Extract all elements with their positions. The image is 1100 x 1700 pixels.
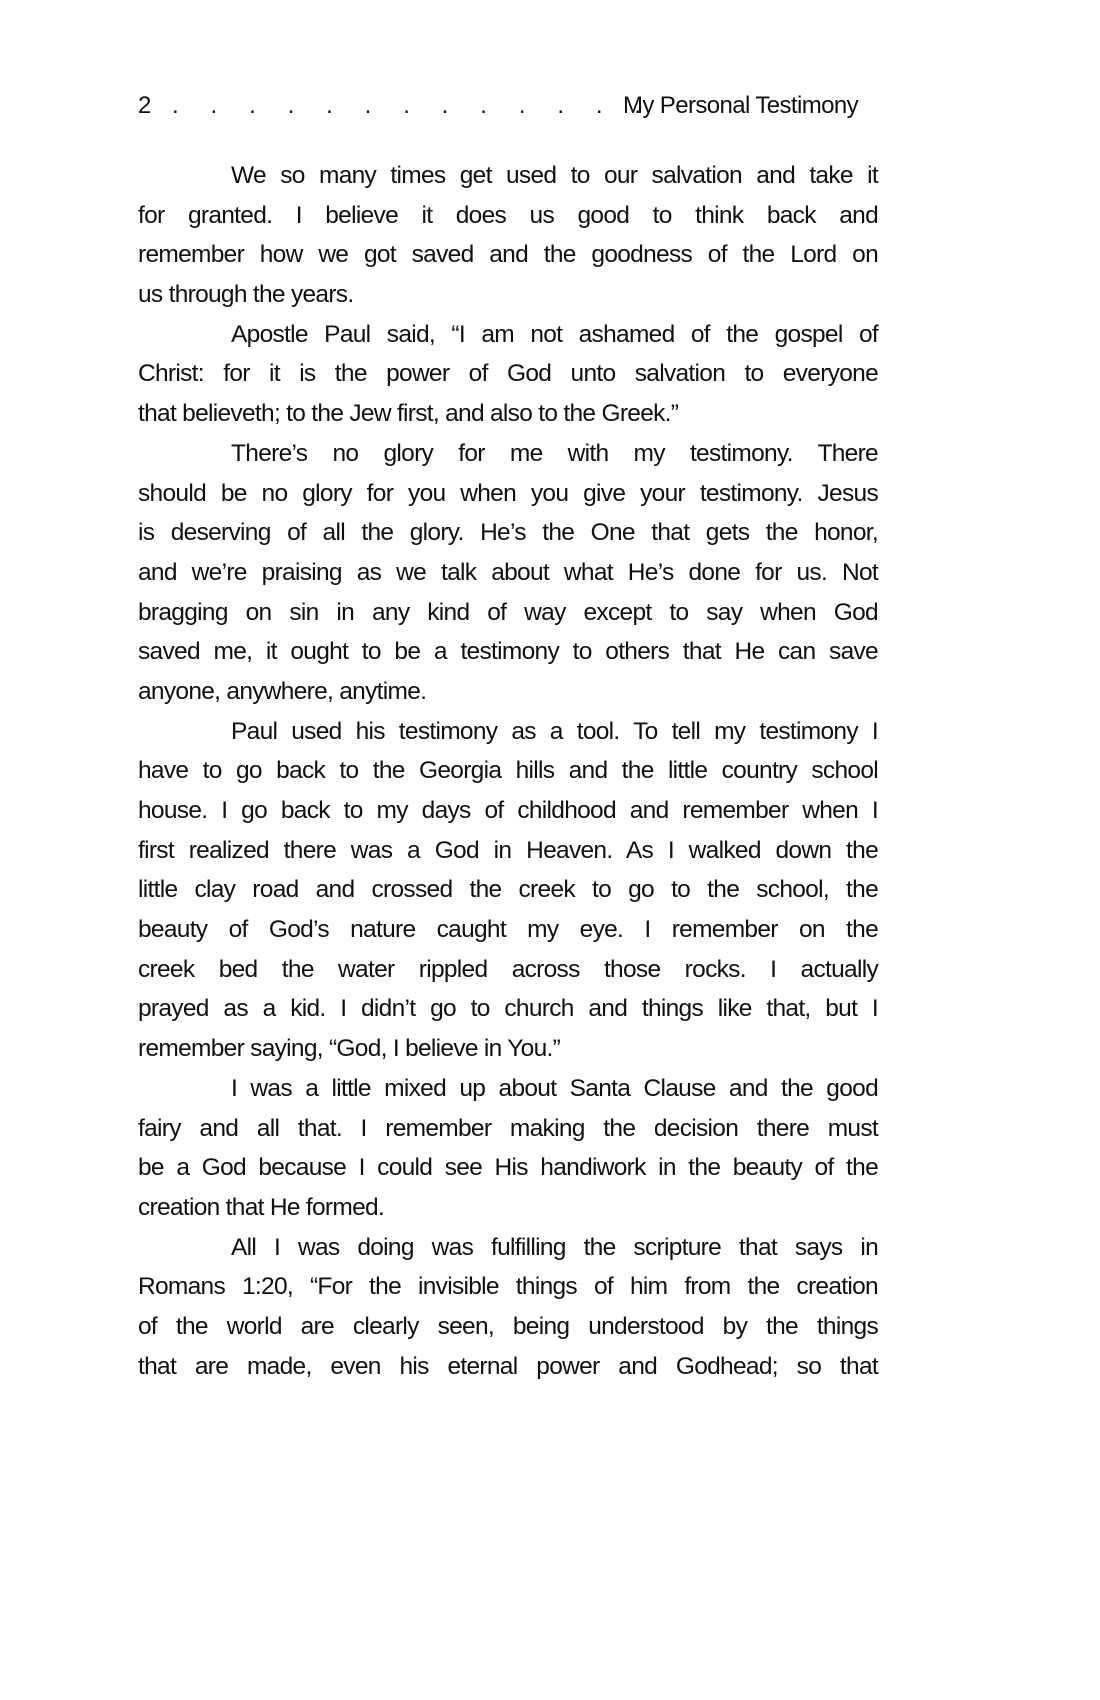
text-line: bragging on sin in any kind of way except to say when God bbox=[138, 598, 878, 626]
text-line: of the world are clearly seen, being understood by the things bbox=[138, 1312, 878, 1340]
paragraph bbox=[138, 434, 878, 712]
paragraph bbox=[138, 315, 878, 434]
running-header bbox=[138, 92, 858, 128]
text-line: All I was doing was fulfilling the scripture that says in bbox=[231, 1233, 878, 1261]
text-line: prayed as a kid. I didn’t go to church and things like that, but I bbox=[138, 995, 878, 1023]
text-line: for granted. I believe it does us good to think back and bbox=[138, 201, 878, 229]
text-line: creek bed the water rippled across those rocks. I actually bbox=[138, 955, 878, 983]
leader-dots: . . . . . . . . . . . . . bbox=[172, 92, 654, 119]
paragraph bbox=[138, 1228, 878, 1387]
text-line: that are made, even his eternal power and Godhead; so that bbox=[138, 1352, 878, 1380]
text-line: house. I go back to my days of childhood and remember when I bbox=[138, 797, 878, 824]
text-line: anyone, anywhere, anytime. bbox=[138, 677, 427, 705]
text-line: Paul used his testimony as a tool. To tell my testimony I bbox=[231, 717, 878, 745]
text-line: have to go back to the Georgia hills and the little country school bbox=[138, 757, 878, 785]
text-line: be a God because I could see His handiwork in the beauty of the bbox=[138, 1154, 878, 1182]
text-line: creation that He formed. bbox=[138, 1193, 385, 1221]
text-line: is deserving of all the glory. He’s the One that gets the honor, bbox=[138, 519, 878, 547]
text-line: first realized there was a God in Heaven. As I walked down the bbox=[138, 836, 878, 864]
text-line: I was a little mixed up about Santa Clause and the good bbox=[231, 1074, 878, 1102]
running-title: My Personal Testimony bbox=[622, 92, 858, 119]
paragraph bbox=[138, 712, 878, 1069]
text-line: remember how we got saved and the goodness of the Lord on bbox=[138, 241, 878, 269]
text-line: saved me, it ought to be a testimony to others that He can save bbox=[138, 638, 878, 666]
text-line: little clay road and crossed the creek to go to the school, the bbox=[138, 876, 878, 904]
text-line: that believeth; to the Jew first, and also to the Greek.” bbox=[138, 400, 679, 428]
body-text bbox=[138, 156, 878, 1386]
text-line: Christ: for it is the power of God unto salvation to everyone bbox=[138, 360, 878, 388]
paragraph bbox=[138, 156, 878, 315]
text-line: us through the years. bbox=[138, 281, 354, 309]
text-line: beauty of God’s nature caught my eye. I remember on the bbox=[138, 916, 878, 944]
text-line: fairy and all that. I remember making the decision there must bbox=[138, 1114, 878, 1142]
text-line: remember saying, “God, I believe in You.” bbox=[138, 1035, 561, 1063]
paragraph bbox=[138, 1069, 878, 1228]
page-number: 2 bbox=[138, 92, 151, 119]
text-line: and we’re praising as we talk about what He’s done for us. Not bbox=[138, 558, 878, 586]
text-line: should be no glory for you when you give your testimony. Jesus bbox=[138, 479, 878, 507]
text-line: We so many times get used to our salvation and take it bbox=[231, 162, 878, 189]
text-line: Romans 1:20, “For the invisible things of him from the creation bbox=[138, 1273, 878, 1301]
text-line: There’s no glory for me with my testimony. There bbox=[231, 439, 878, 467]
text-line: Apostle Paul said, “I am not ashamed of the gospel of bbox=[231, 320, 878, 348]
